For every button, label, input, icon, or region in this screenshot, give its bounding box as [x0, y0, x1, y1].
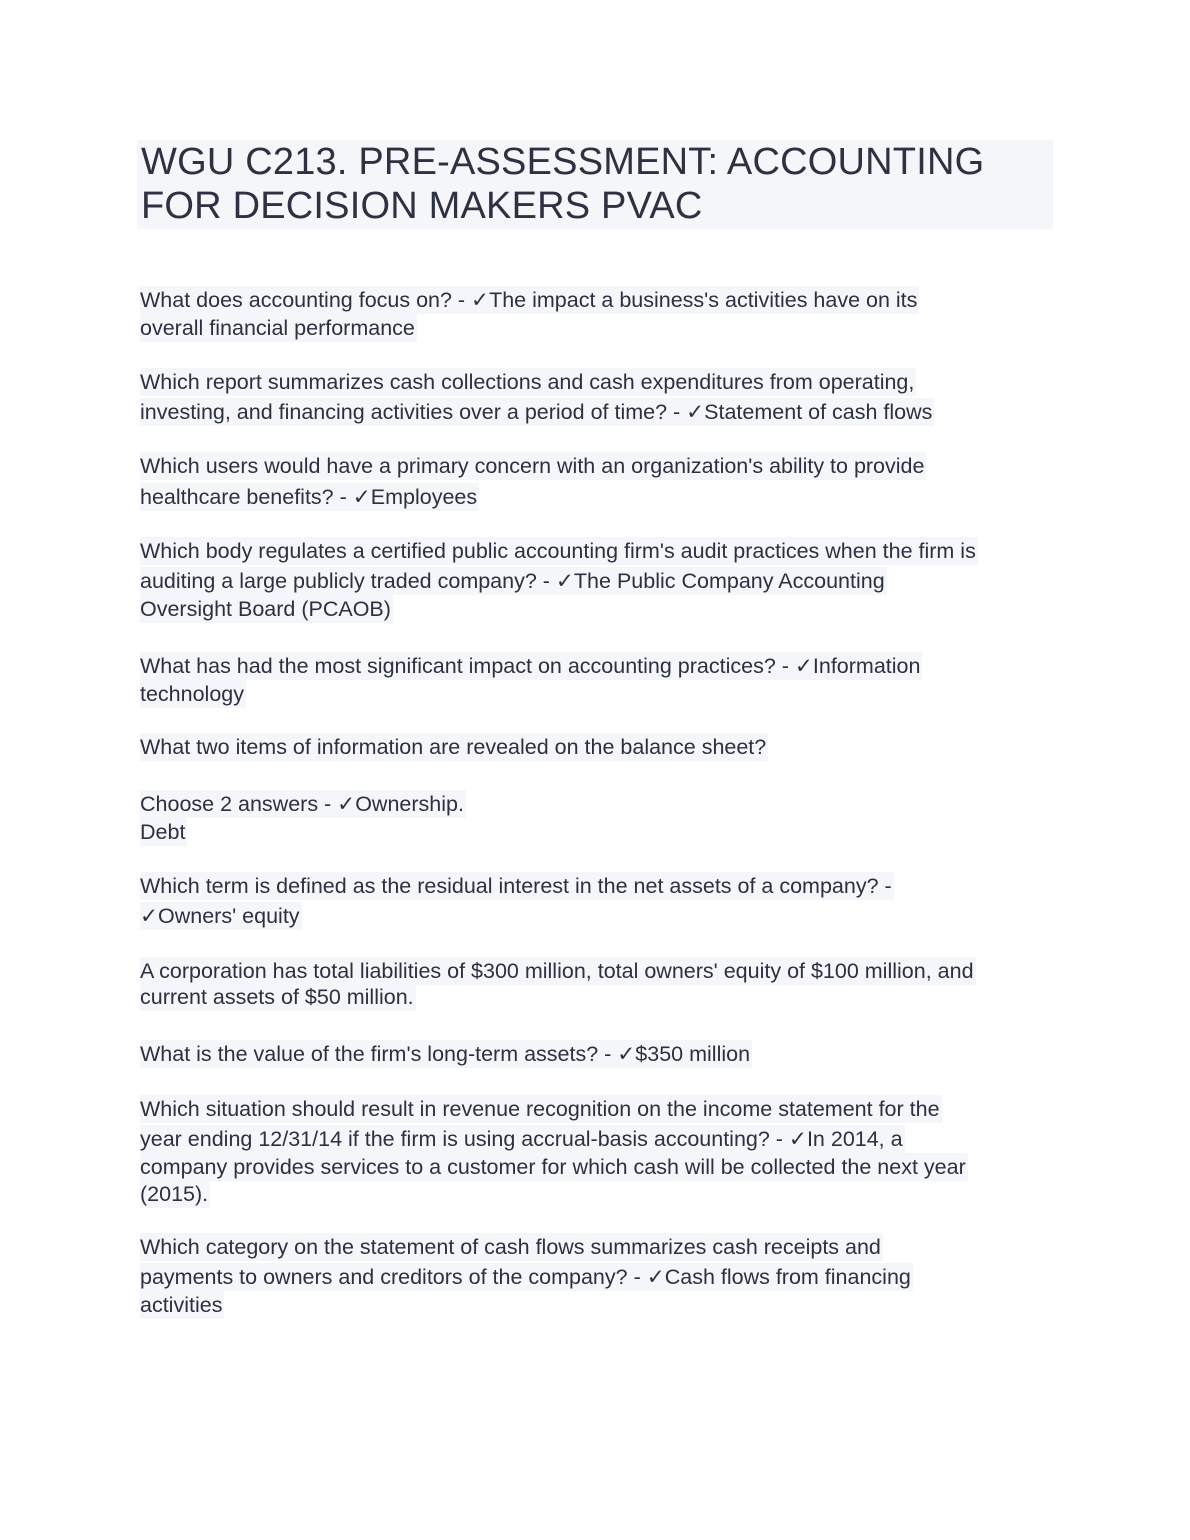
text-line: [140, 1233, 883, 1261]
text-line: [140, 595, 393, 623]
text-line: [140, 1125, 905, 1153]
line-text: overall financial performance: [140, 316, 415, 340]
line-text: What two items of information are revealed on the balance sheet?: [140, 735, 767, 759]
text-line: [140, 983, 416, 1011]
line-text: current assets of $50 million.: [140, 985, 414, 1009]
line-text: Which body regulates a certified public accounting firm's audit practices when the firm is: [140, 539, 976, 563]
line-text: Which users would have a primary concern with an organization's ability to provide: [140, 454, 925, 478]
line-text: technology: [140, 682, 244, 706]
line-text: What is the value of the firm's long-term assets? - ✓$350 million: [140, 1042, 751, 1066]
line-text: healthcare benefits? - ✓Employees: [140, 485, 478, 509]
line-text: (2015).: [140, 1182, 209, 1206]
title-line: WGU C213. PRE-ASSESSMENT: ACCOUNTING: [141, 141, 985, 183]
text-line: [140, 1263, 913, 1291]
line-text: Which situation should result in revenue recognition on the income statement for the: [140, 1097, 940, 1121]
line-text: What has had the most significant impact on accounting practices? - ✓Information: [140, 654, 921, 678]
line-text: investing, and financing activities over a period of time? - ✓Statement of cash flows: [140, 400, 933, 424]
text-line: [140, 790, 466, 818]
text-line: [140, 398, 934, 426]
text-line: [140, 1095, 942, 1123]
text-line: [140, 680, 246, 708]
line-text: What does accounting focus on? - ✓The impact a business's activities have on its: [140, 288, 918, 312]
line-text: ✓Owners' equity: [140, 904, 300, 928]
text-line: [140, 1153, 968, 1181]
text-line: [140, 483, 479, 511]
line-text: auditing a large publicly traded company? - ✓The Public Company Accounting: [140, 569, 885, 593]
line-text: company provides services to a customer for which cash will be collected the next year: [140, 1155, 966, 1179]
text-line: [140, 567, 887, 595]
line-text: Oversight Board (PCAOB): [140, 597, 391, 621]
line-text: year ending 12/31/14 if the firm is using accrual-basis accounting? - ✓In 2014, a: [140, 1127, 903, 1151]
text-line: [140, 314, 417, 342]
document-title: [137, 140, 1053, 229]
text-line: [140, 286, 919, 314]
text-line: [140, 872, 894, 900]
text-line: [140, 368, 916, 396]
text-line: [140, 733, 768, 761]
line-text: Which term is defined as the residual interest in the net assets of a company? -: [140, 874, 892, 898]
text-line: [140, 1040, 752, 1068]
title-line: FOR DECISION MAKERS PVAC: [141, 185, 703, 227]
line-text: Debt: [140, 820, 186, 844]
text-line: [140, 537, 978, 565]
text-line: [140, 957, 976, 985]
line-text: Which report summarizes cash collections and cash expenditures from operating,: [140, 370, 915, 394]
text-line: [140, 1291, 224, 1319]
text-line: [140, 652, 922, 680]
text-line: [140, 1180, 210, 1208]
line-text: payments to owners and creditors of the company? - ✓Cash flows from financing: [140, 1265, 911, 1289]
line-text: Which category on the statement of cash flows summarizes cash receipts and: [140, 1235, 881, 1259]
line-text: activities: [140, 1293, 223, 1317]
text-line: [140, 902, 302, 930]
text-line: [140, 818, 187, 846]
line-text: Choose 2 answers - ✓Ownership.: [140, 792, 464, 816]
text-line: [140, 452, 926, 480]
line-text: A corporation has total liabilities of $300 million, total owners' equity of $100 million, and: [140, 959, 974, 983]
